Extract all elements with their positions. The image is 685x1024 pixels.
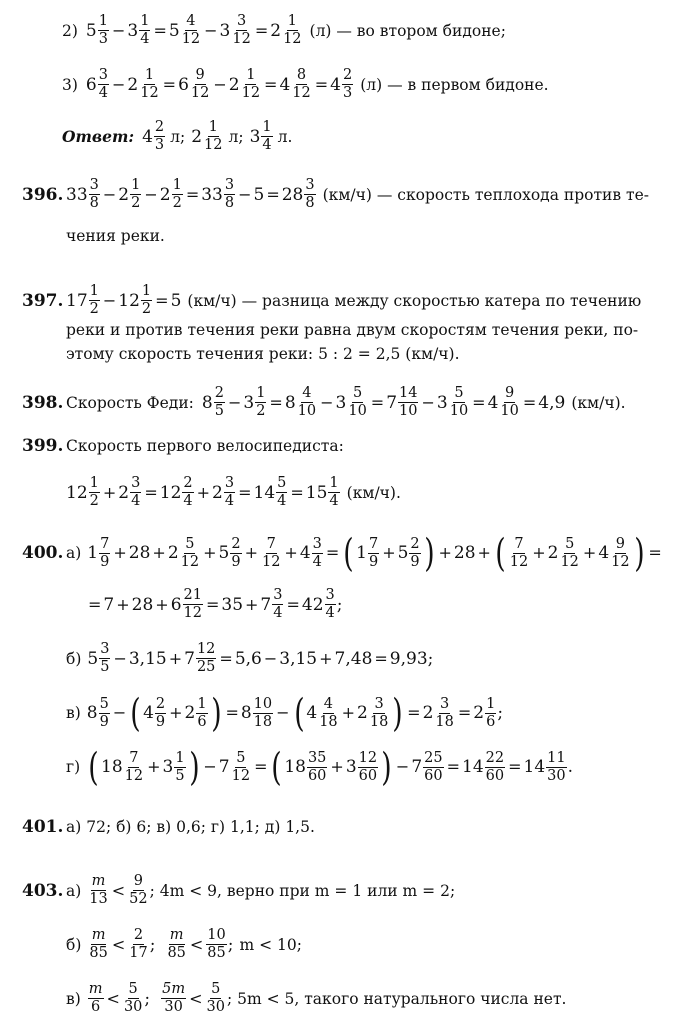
item-label: б) [66,935,82,954]
math-expression: 4 2 3 [142,119,165,153]
task-answer: а) 72; б) 6; в) 0,6; г) 1,1; д) 1,5. [66,818,315,836]
task-400-a-continued [86,588,343,621]
task-400-b [66,642,433,675]
math-expression: 33 3 8 − 2 1 2 − 2 $\frac{1}{2}$ = 33 3 8 − 5 = 28 3 8 [66,177,315,211]
math-expression: 8 5 9 − ( 4 2 9 + 2 1 6 ) = 8 10 18 − ( 4 4 18 + 2 3 18 ) = 2 $\frac{3}{18}$ = 2 1 6 ; [86,691,504,735]
math-expression: 2 1 12 [191,119,223,153]
task-number: 396. [22,184,64,205]
math-expression: m 85 < 2 17 ; m 85 < 10 85 ; [89,927,234,961]
line-text: (л) — в первом бидоне. [360,75,549,94]
task-403-b [66,928,302,961]
unit-text: л; [170,127,186,146]
task-number: 398. [22,392,64,413]
item-label: 3) [62,75,78,94]
task-number: 400. [22,543,64,563]
task-number: 401. [22,817,64,837]
math-expression: 3 1 4 [249,119,272,153]
task-399-expression [66,476,401,509]
line-text: (км/ч) — разница между скоростью катера по течению [187,291,642,310]
line-text: ; 4m < 9, верно при m = 1 или m = 2; [149,881,456,900]
task-400-g [66,745,574,789]
math-expression: 1 7 9 + 28 + 2 5 12 + 5 2 9 + $\frac{7}{12}$ + 4 $\frac{3}{4}$ = ( 1 7 9 + 5 2 9 ) + 28 + ( 7 12 + 2 5 12 + 4 9 12 ) = [87,531,662,575]
math-expression: m 6 < 5 30 ; 5m 30 < 5 30 [88,981,225,1015]
item-label: а) [66,544,82,562]
task-number: 397. [22,290,64,311]
task-number: 403. [22,880,64,901]
item-label: б) [66,649,82,668]
task-400-v [66,691,504,735]
task-397-text-line3: этому скорость течения реки: 5 : 2 = 2,5 (км/ч). [66,345,460,363]
task-398 [22,386,626,419]
line-3-first-bidon [62,68,549,101]
task-397-text-line2: реки и против течения реки равна двум скоростям течения реки, по- [66,321,639,339]
task-397 [22,284,641,317]
task-number: 399. [22,436,64,456]
task-403-v [66,982,567,1015]
task-396 [22,178,649,211]
task-label: Скорость первого велосипедиста: [66,437,344,455]
unit-text: (км/ч). [571,393,626,412]
line-2-second-bidon [62,14,506,47]
line-text: (л) — во втором бидоне; [309,21,506,40]
math-expression: 17 1 2 − 12 $\frac{1}{2}$ = 5 [66,283,182,317]
unit-text: л. [277,127,293,146]
task-403-a [22,874,455,907]
item-label: а) [66,881,82,900]
math-expression: 12 1 2 + 2 $\frac{3}{4}$ = 12 2 4 + 2 $\frac{3}{4}$ = 14 $\frac{5}{4}$ = 15 1 4 [66,475,339,509]
math-expression: 5 3 5 − 3,15 + 7 $\frac{12}{25}$ = 5,6 − 3,15 + 7,48 = 9,93; [87,641,434,675]
math-expression: m 13 < 9 52 [89,873,148,907]
line-text: ; 5m < 5, такого натурального числа нет. [226,989,567,1008]
math-expression: 5 1 3 − 3 $\frac{1}{4}$ = 5 4 12 − 3 $\frac{3}{12}$ = 2 1 12 [85,13,302,47]
task-396-text-continued: чения реки. [66,227,165,245]
math-expression: 8 2 5 − 3 $\frac{1}{2}$ = 8 4 10 − 3 $\frac{5}{10}$ = 7 14 10 − 3 $\frac{5}{10}$ = 4 $\frac{9}{10}$ = 4,9 [201,385,566,419]
item-label: в) [66,989,81,1008]
item-label: г) [66,758,81,776]
line-text: (км/ч) — скорость теплохода против те- [322,185,650,204]
line-text: m < 10; [239,935,302,954]
task-label: Скорость Феди: [66,393,194,412]
item-label: в) [66,704,81,722]
task-399 [22,437,344,455]
unit-text: (км/ч). [346,483,401,502]
math-expression: 6 3 4 − 2 $\frac{1}{12}$ = 6 9 12 − 2 $\frac{1}{12}$ = 4 $\frac{8}{12}$ = 4 2 3 [85,67,353,101]
answer-line [62,120,292,153]
task-400-a [22,531,664,575]
answer-label: Ответ: [62,126,135,146]
item-label: 2) [62,21,78,40]
unit-text: л; [228,127,244,146]
task-401 [22,818,315,836]
math-expression: = 7 + 28 + 6 $\frac{21}{12}$ = 35 + 7 $\frac{3}{4}$ = 42 3 4 ; [88,587,343,621]
math-expression: ( 18 7 12 + 3 1 5 ) − 7 $\frac{5}{12}$ = ( 18 35 60 + 3 12 60 ) − 7 $\frac{25}{60}$ = 14 $\frac{22}{60}$ = 14 11 30 . [88,745,574,789]
